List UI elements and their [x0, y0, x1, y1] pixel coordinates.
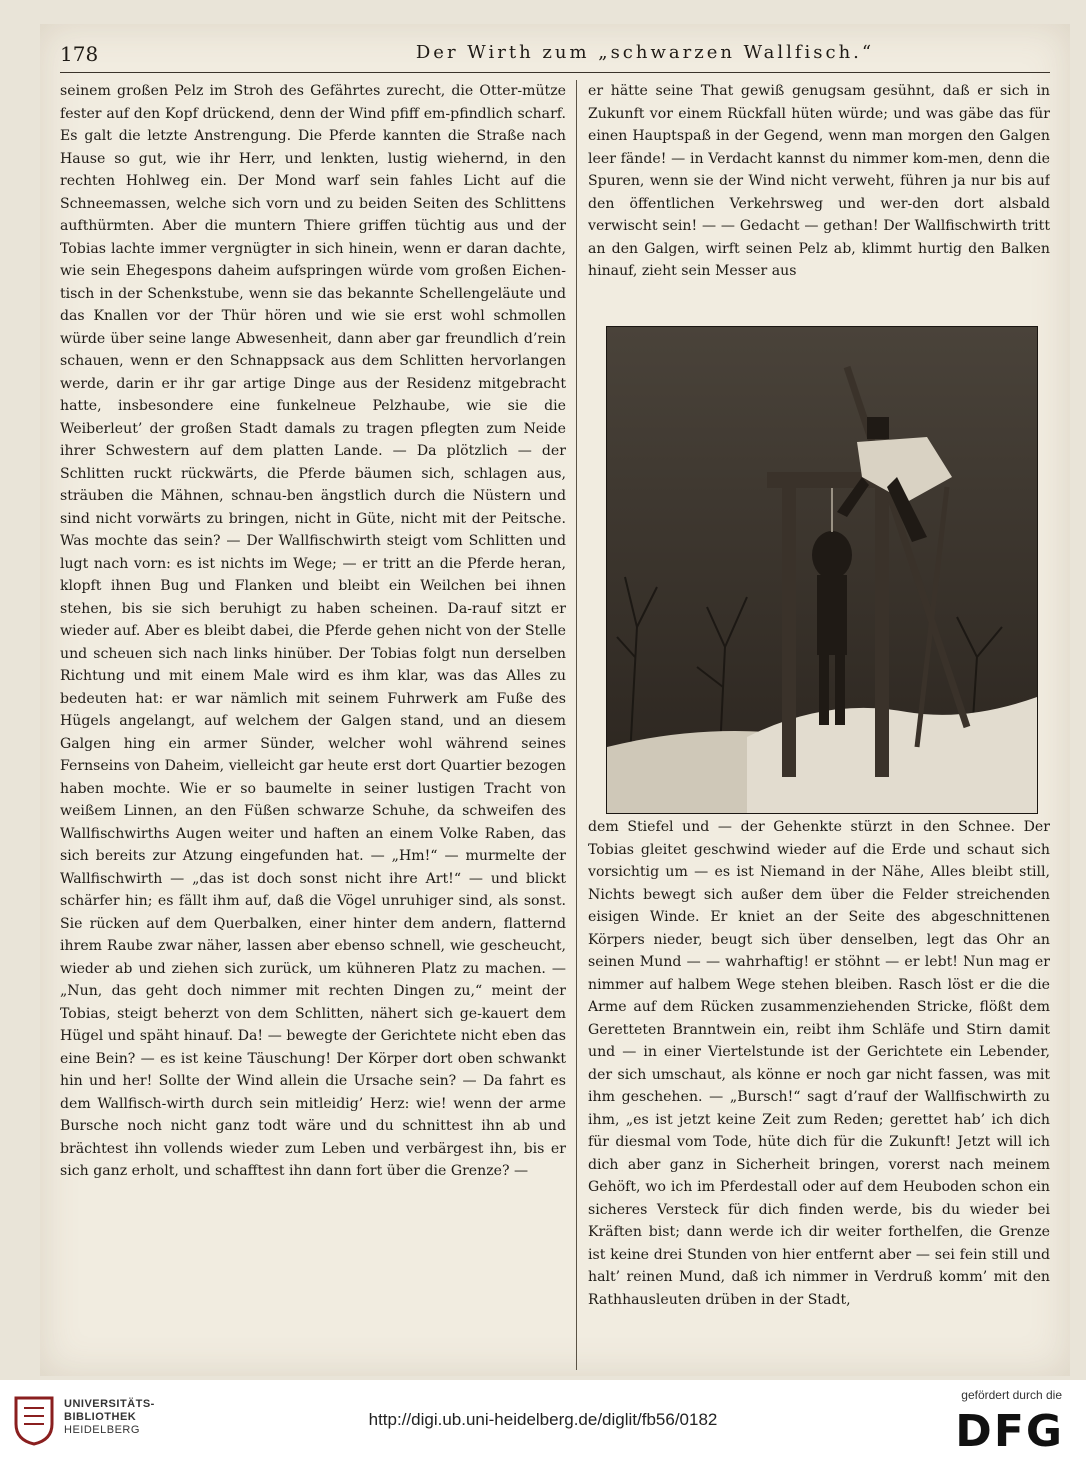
engraving-illustration [606, 326, 1038, 814]
library-line: HEIDELBERG [64, 1424, 140, 1436]
header-rule [60, 72, 1050, 73]
library-line: UNIVERSITÄTS- [64, 1398, 155, 1410]
paragraph: seinem großen Pelz im Stroh des Gefährtes zurecht, die Otter-mütze fester auf den Kopf drückend, denn der Wind pfiff em-pfindlich scharf. Es galt die letzte Anstrengung. Die Pferde kannten die Straße nach Hause so gut, wie ihr Herr, und lenkten, lustig wiehernd, in den rechten Hohlweg ein. Der Mond warf sein fahles Licht auf die Schneemassen, welche sich vorn und zu beiden Seiten des Schlittens aufthürmten. Aber die muntern Thiere griffen tüchtig aus und der Tobias lachte immer vergnügter in sich hinein, wenn er daran dachte, wie sein Ehegespons daheim aufspringen würde vom großen Eichen-tisch in der Schenkstube, wenn sie das bekannte Schellengeläute und das Knallen vor der Thür hören und wie sie erst wohl schmollen würde über seine lange Abwesenheit, dann aber gar freundlich d’rein schauen, wenn er den Schnappsack aus dem Schlitten hervorlangen werde, darin er ihr gar artige Dinge aus der Residenz mitgebracht hatte, insbesondere eine funkelneue Pelzhaube, wie sie die Weiberleut’ der großen Stadt damals zu tragen pflegten zum Neide ihrer Schwestern auf dem platten Lande. — Da plötzlich — der Schlitten ruckt rückwärts, die Pferde bäumen sich, schlagen aus, sträuben die Mähnen, schnau-ben ängstlich durch die Nüstern und sind nicht vorwärts zu bringen, nicht in Güte, nicht mit der Peitsche. Was mochte das sein? — Der Wallfischwirth steigt vom Schlitten und lugt nach vorn: es ist nichts im Wege; — er tritt an die Pferde heran, klopft ihnen Bug und Flanken und bleibt ein Weilchen bei ihnen stehen, bis sie sich beruhigt zu haben scheinen. Da-rauf sitzt er wieder auf. Aber es bleibt dabei, die Pferde gehen nicht von der Stelle und scheuen sich nach links hinüber. Der Tobias folgt nun derselben Richtung und mit einem Male wird es ihm klar, was das Alles zu bedeuten hat: er war nämlich mit seinem Fuhrwerk am Fuße des Hügels angelangt, auf welchem der Galgen stand, und an diesem Galgen hing ein armer Sünder, welcher wohl während seines Fernseins von Daheim, vielleicht gar heute erst dort Quartier bezogen haben mochte. Wie er so baumelte in seiner lustigen Tracht von weißem Linnen, an den Füßen schwarze Schuhe, da schweifen des Wallfischwirths Augen weiter und haften an einem Volke Raben, das sich bereits zur Atzung eingefunden hat. — „Hm!“ — murmelte der Wallfischwirth — „das ist doch sonst nicht ihre Art!“ — und blickt schärfer hin; es fällt ihm auf, daß die Vögel unruhiger sind, als sonst. Sie rücken auf dem Querbalken, einer hinter dem andern, flatternd ihrem Raube zwar näher, lassen aber ebenso schnell, wie gescheucht, wieder ab und ziehen sich zurück, um kühneren Platz zu machen. — „Nun, das geht doch nimmer mit rechten Dingen zu,“ meint der Tobias, steigt beherzt von dem Schlitten, nähert sich ge-kauert dem Hügel und späht hinauf. Da! — bewegte der Gerichtete nicht eben das eine Bein? — es ist keine Täuschung! Der Körper dort oben schwankt hin und her! Sollte der Wind allein die Ursache sein? — Da fahrt es dem Wallfisch-wirth durch sein mitleidig’ Herz: wie! wenn der arme Bursche noch nicht ganz todt wäre und du schnittest ihn ab und brächtest ihn vollends wieder zum Leben und verbärgest ihn, bis er sich ganz erholt, und schafftest ihn dann fort über die Grenze? — [60, 83, 566, 1179]
page-number: 178 [60, 42, 99, 66]
paragraph: er hätte seine That gewiß genugsam gesühnt, daß er sich in Zukunft vor einem Rückfall hüten würde; und was gäbe das für einen Hauptspaß in der Gegend, wenn man morgen den Galgen leer fände! — in Verdacht kannst du nimmer kom-men, denn die Spuren, wenn sie der Wind nicht verweht, führen ja nur bis auf den öffentlichen Verkehrsweg und wer-den dort alsbald verwischt sein! — — Gedacht — gethan! Der Wallfischwirth tritt an den Galgen, wirft seinen Pelz ab, klimmt hurtig den Balken hinauf, zieht sein Messer aus [588, 83, 1050, 279]
source-url-link[interactable]: http://digi.ub.uni-heidelberg.de/diglit/fb56/0182 [368, 1410, 718, 1429]
column-divider [576, 80, 577, 1370]
right-column-bottom [588, 816, 1050, 1370]
paragraph: dem Stiefel und — der Gehenkte stürzt in den Schnee. Der Tobias gleitet geschwind wieder auf die Erde und schaut sich vorsichtig um — es ist Niemand in der Nähe, Alles bleibt still, Nichts bewegt sich außer dem über die Felder streichenden eisigen Winde. Er kniet an der Seite des abgeschnittenen Körpers nieder, beugt sich über denselben, legt das Ohr an seinen Mund — — wahrhaftig! er stöhnt — er lebt! Nun mag er nimmer auf halbem Wege stehen bleiben. Rasch löst er die die Arme auf dem Rücken zusammenziehenden Stricke, flößt dem Geretteten Branntwein ein, reibt ihm Schläfe und Stirn damit und — in einer Viertelstunde ist der Gerichtete ein Lebender, der sich umschaut, als könne er noch gar nicht fassen, was mit ihm geschehen. — „Bursch!“ sagt d’rauf der Wallfischwirth zu ihm, „es ist jetzt keine Zeit zum Reden; gerettet hab’ ich dich für diesmal vom Tode, hüte dich für die Zukunft! Jetzt will ich dich aber ganz in Sicherheit bringen, vorerst nach meinem Gehöft, wo ich im Pferdestall oder auf dem Heuboden schon ein sicheres Versteck für dich finden werde, bis du wieder bei Kräften bist; dann werde ich dir weiter forthelfen, die Grenze ist keine drei Stunden von hier entfernt aber — sei fein still und halt’ reinen Mund, daß ich nimmer in Verdruß komm’ mit den Rathhausleuten drüben in der Stadt, [588, 819, 1050, 1308]
right-column-top [588, 80, 1050, 326]
dfg-logo: DFG [955, 1406, 1064, 1457]
library-line: BIBLIOTHEK [64, 1411, 137, 1423]
left-column [60, 80, 566, 1370]
scanned-page [40, 24, 1070, 1376]
gallows-scene-image [607, 327, 1037, 813]
funding-note: gefördert durch die [961, 1388, 1062, 1402]
digitization-footer [0, 1380, 1086, 1466]
running-title: Der Wirth zum „schwarzen Wallfisch.“ [415, 42, 875, 63]
